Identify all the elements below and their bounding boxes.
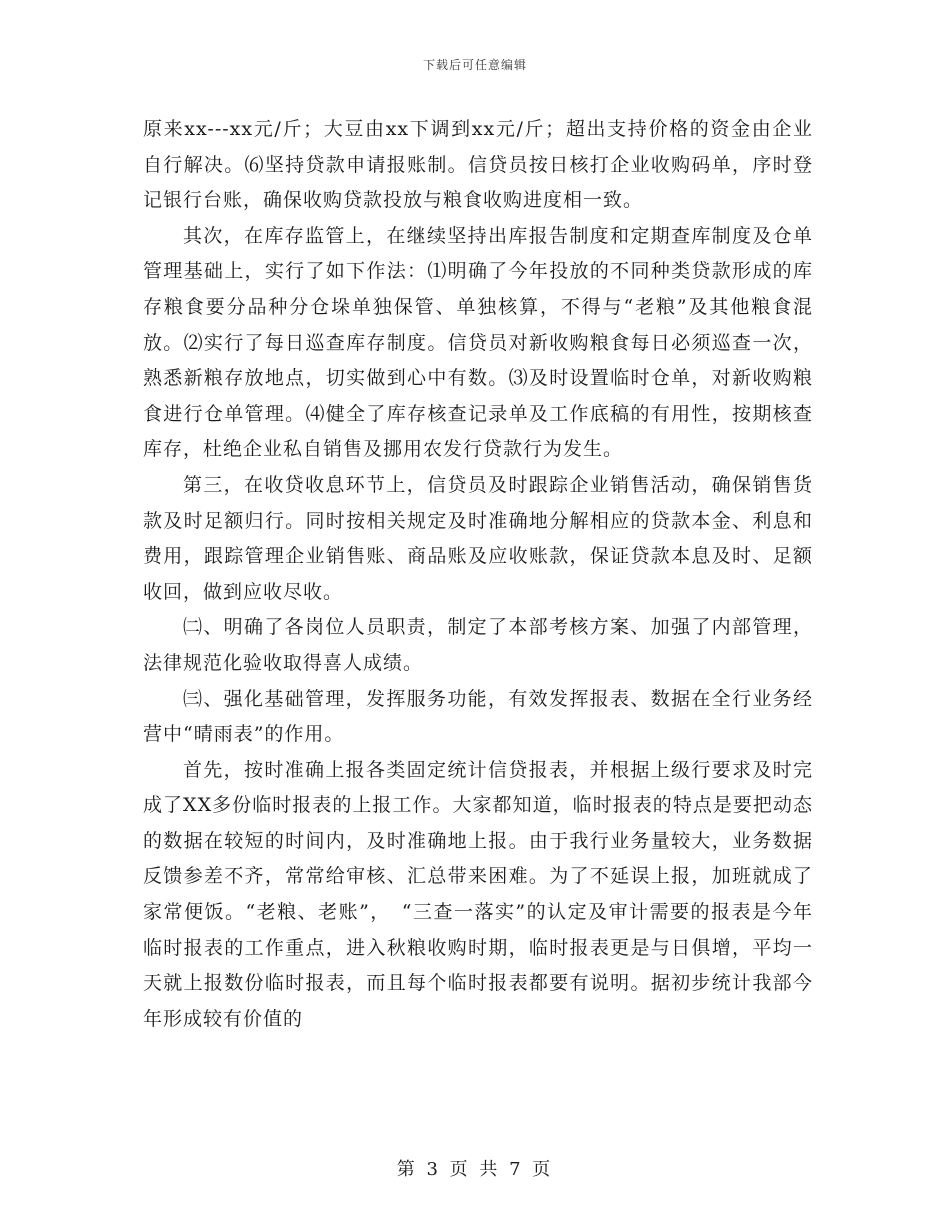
page-header: 下载后可任意编辑	[422, 58, 527, 72]
paragraph-6: 首先，按时准确上报各类固定统计信贷报表，并根据上级行要求及时完成了XX多份临时报表的上报工作。大家都知道，临时报表的特点是要把动态的数据在较短的时间内，及时准确地上报。由于我行业务量较大，业务数据反馈参差不齐，常常给审核、汇总带来困难。为了不延误上报，加班就成了家常便饭。“老粮、老账”， “三查一落实”的认定及审计需要的报表是今年临时报表的工作重点，进入秋粮收购时期，临时报表更是与日俱增，平均一天就上报数份临时报表，而且每个临时报表都要有说明。据初步统计我部今年形成较有价值的	[143, 758, 813, 1030]
paragraph-4: ㈡、明确了各岗位人员职责，制定了本部考核方案、加强了内部管理，法律规范化验收取得喜人成绩。	[143, 616, 813, 674]
document-body	[143, 112, 813, 1037]
paragraph-1: 原来xx---xx元/斤；大豆由xx下调到xx元/斤；超出支持价格的资金由企业自行解决。⑹坚持贷款申请报账制。信贷员按日核打企业收购码单，序时登记银行台账，确保收购贷款投放与粮食收购进度相一致。	[143, 118, 813, 212]
page-number: 第 3 页 共 7 页	[396, 1159, 554, 1180]
paragraph-2: 其次，在库存监管上，在继续坚持出库报告制度和定期查库制度及仓单管理基础上，实行了如下作法：⑴明确了今年投放的不同种类贷款形成的库存粮食要分品种分仓垛单独保管、单独核算，不得与“老粮”及其他粮食混放。⑵实行了每日巡查库存制度。信贷员对新收购粮食每日必须巡查一次，熟悉新粮存放地点，切实做到心中有数。⑶及时设置临时仓单，对新收购粮食进行仓单管理。⑷健全了库存核查记录单及工作底稿的有用性，按期核查库存，杜绝企业私自销售及挪用农发行贷款行为发生。	[143, 224, 813, 461]
paragraph-3: 第三，在收贷收息环节上，信贷员及时跟踪企业销售活动，确保销售货款及时足额归行。同时按相关规定及时准确地分解相应的贷款本金、利息和费用，跟踪管理企业销售账、商品账及应收账款，保证贷款本息及时、足额收回，做到应收尽收。	[143, 473, 813, 603]
paragraph-5: ㈢、强化基础管理，发挥服务功能，有效发挥报表、数据在全行业务经营中“晴雨表”的作用。	[143, 687, 813, 746]
